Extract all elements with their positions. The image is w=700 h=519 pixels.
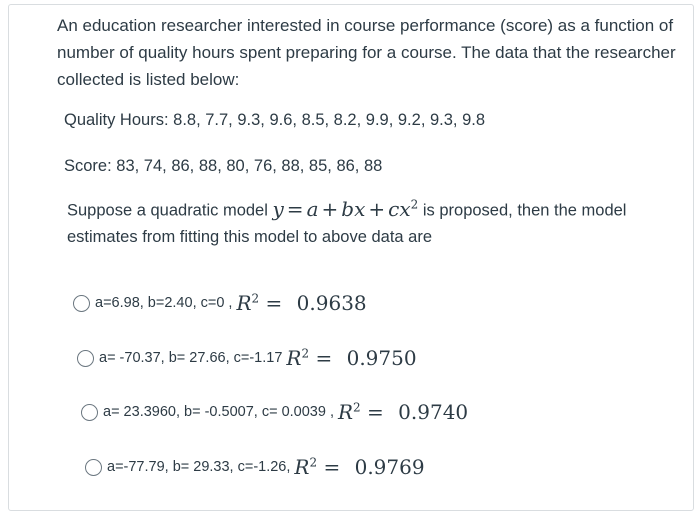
model-statement [67,191,677,250]
quality-hours-line [64,109,485,131]
radio-button-icon[interactable] [85,459,102,476]
score-line [64,155,382,177]
suppose-text-before: Suppose a quadratic model [67,201,268,220]
quality-hours-values: 8.8, 7.7, 9.3, 9.6, 8.5, 8.2, 9.9, 9.2, 9.3, 9.8 [173,111,486,129]
score-values: 83, 74, 86, 88, 80, 76, 88, 85, 86, 88 [116,157,383,175]
answer-option-2[interactable] [77,346,417,370]
suppose-text-after: is proposed, then the model estimates from fitting this model to above data are [67,201,627,246]
model-lhs: y [272,196,284,221]
quality-hours-label: Quality Hours: [64,111,169,129]
quadratic-model-formula: y = a + bx + $cx^2$ [272,196,419,221]
option-coefficients: a= -70.37, b= 27.66, c=-1.17 [99,350,283,366]
radio-button-icon[interactable] [81,404,98,421]
r-squared-value: $R^2 = 0.9769$ [294,455,425,479]
answer-option-4[interactable] [85,455,425,479]
radio-button-icon[interactable] [77,350,94,367]
model-term-c: cx [388,196,411,221]
question-card [8,4,694,511]
model-term-a: a [306,196,319,221]
radio-button-icon[interactable] [73,295,90,312]
option-coefficients: a=-77.79, b= 29.33, c=-1.26, [107,459,291,475]
r-squared-value: $R^2 = 0.9740$ [337,400,469,424]
score-label: Score: [64,157,112,175]
answer-option-1[interactable] [73,291,367,315]
model-term-b: bx [341,196,366,221]
answer-option-3[interactable] [81,400,468,424]
option-coefficients: a= 23.3960, b= -0.5007, c= 0.0039 , [103,404,334,420]
r-squared-value: $R^2 = 0.9750$ [286,346,417,370]
question-intro: An education researcher interested in course performance (score) as a function of number of quality hours spent preparing for a course. The data that the researcher collected is listed below: [57,16,676,89]
r-squared-value: $R^2 = 0.9638$ [236,291,367,315]
model-exponent: 2 [410,197,419,211]
option-coefficients: a=6.98, b=2.40, c=0 , [95,295,233,311]
